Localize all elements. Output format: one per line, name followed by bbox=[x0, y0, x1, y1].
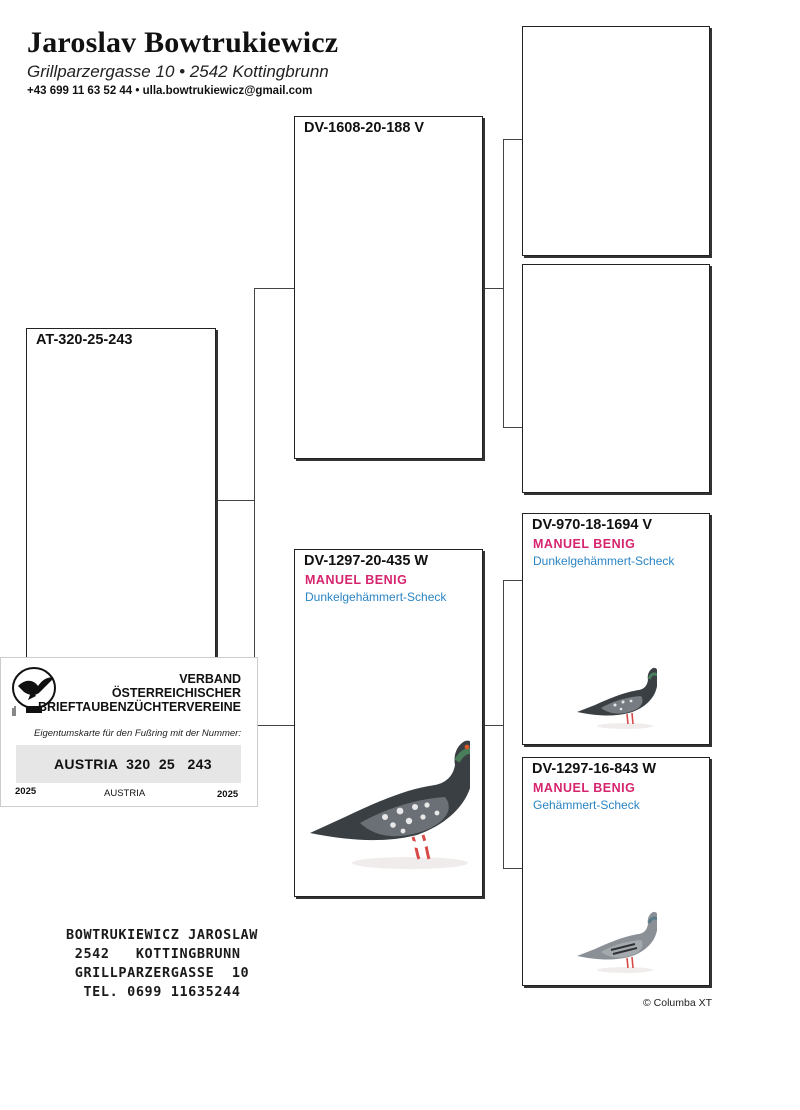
pedigree-box-dam bbox=[294, 549, 483, 897]
card-year-right: 2025 bbox=[217, 789, 239, 800]
card-ring-number: AUSTRIA 320 25 243 bbox=[54, 756, 212, 772]
pigeon-photo bbox=[575, 906, 657, 976]
ring-number: DV-1297-20-435 W bbox=[304, 553, 429, 569]
card-caption: Eigentumskarte für den Fußring mit der Nummer: bbox=[34, 728, 241, 739]
pedigree-box-dam-sire bbox=[522, 513, 710, 745]
ring-number: AT-320-25-243 bbox=[36, 332, 133, 348]
pedigree-box-dam-dam bbox=[522, 757, 710, 986]
connector bbox=[503, 427, 523, 428]
owner-contact: +43 699 11 63 52 44 • ulla.bowtrukiewicz@gmail.com bbox=[27, 85, 313, 97]
ring-number-field bbox=[16, 745, 241, 783]
connector bbox=[483, 288, 503, 289]
card-year-left: 2025 bbox=[15, 786, 37, 797]
breeder-name: MANUEL BENIG bbox=[305, 573, 408, 587]
address-stamp: BOWTRUKIEWICZ JAROSLAW 2542 KOTTINGBRUNN GRILLPARZERGASSE 10 TEL. 0699 11635244 bbox=[66, 927, 259, 1000]
pigeon-color: Dunkelgehämmert-Scheck bbox=[305, 590, 447, 604]
breeder-name: MANUEL BENIG bbox=[533, 781, 636, 795]
pigeon-color: Gehämmert-Scheck bbox=[533, 798, 640, 812]
pigeon-color: Dunkelgehämmert-Scheck bbox=[533, 554, 675, 568]
pedigree-box-sire-dam bbox=[522, 264, 710, 493]
breeder-name: MANUEL BENIG bbox=[533, 537, 636, 551]
ring-number: DV-1608-20-188 V bbox=[304, 120, 425, 136]
copyright: © Columba XT bbox=[643, 997, 713, 1009]
connector bbox=[483, 725, 503, 726]
association-name: VERBAND ÖSTERREICHISCHER BRIEFTAUBENZÜCHTERVEREINE bbox=[37, 672, 241, 714]
connector bbox=[503, 580, 523, 581]
pedigree-box-sire bbox=[294, 116, 483, 459]
connector bbox=[254, 288, 295, 289]
ownership-card bbox=[0, 657, 258, 807]
owner-address: Grillparzergasse 10 • 2542 Kottingbrunn bbox=[27, 62, 329, 81]
pedigree-box-sire-sire bbox=[522, 26, 710, 256]
pigeon-photo bbox=[575, 662, 657, 732]
connector bbox=[503, 139, 523, 140]
connector bbox=[503, 139, 504, 427]
card-country: AUSTRIA bbox=[104, 788, 146, 799]
ring-number: DV-970-18-1694 V bbox=[532, 517, 653, 533]
owner-name: Jaroslav Bowtrukiewicz bbox=[27, 26, 339, 59]
pedigree-box-subject bbox=[26, 328, 216, 673]
connector bbox=[254, 725, 295, 726]
connector bbox=[216, 500, 254, 501]
pigeon-photo bbox=[305, 725, 470, 875]
connector bbox=[503, 868, 523, 869]
ring-number: DV-1297-16-843 W bbox=[532, 761, 657, 777]
connector bbox=[503, 580, 504, 868]
